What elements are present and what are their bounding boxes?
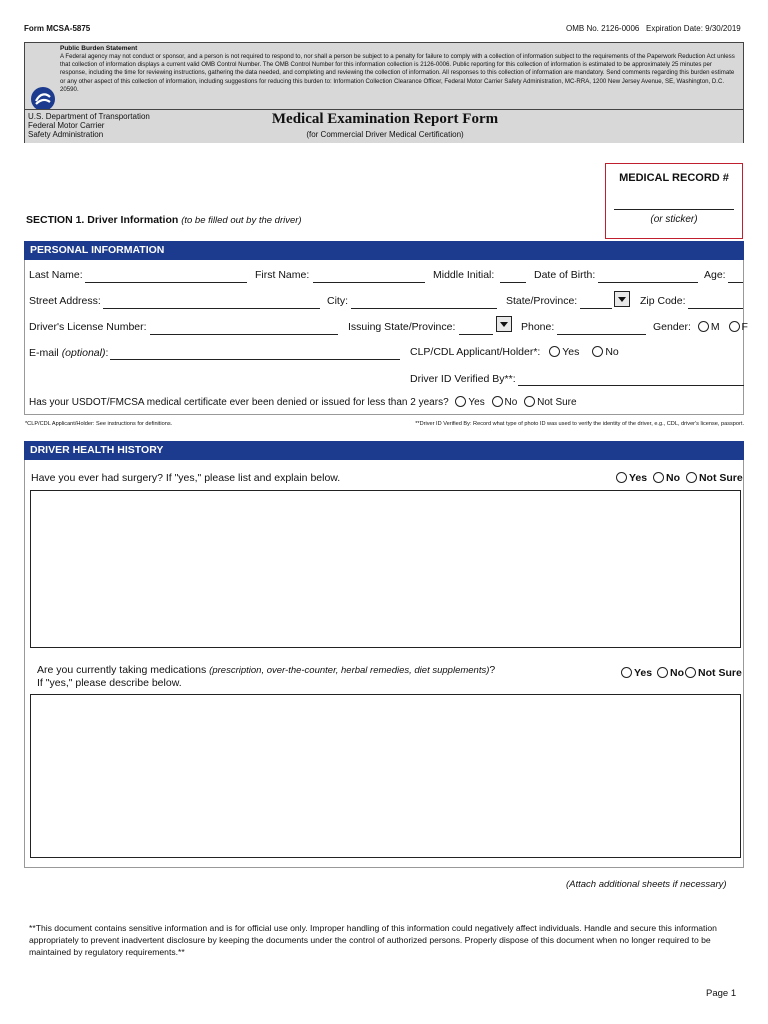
- phone-label: Phone:: [521, 321, 555, 333]
- clp-no-radio[interactable]: [592, 346, 603, 357]
- surgery-yes-label: Yes: [629, 472, 648, 484]
- state-label: State/Province:: [506, 295, 578, 307]
- surgery-not-sure-label: Not Sure: [698, 472, 743, 484]
- agency-line-3: Safety Administration: [28, 130, 104, 139]
- street-field[interactable]: [103, 308, 320, 309]
- burden-statement: [60, 45, 740, 103]
- health-history-bar: DRIVER HEALTH HISTORY: [24, 441, 744, 460]
- clp-no-label: No: [605, 346, 619, 358]
- medications-not-sure-radio[interactable]: [685, 667, 696, 678]
- dob-label: Date of Birth:: [534, 269, 596, 281]
- state-field[interactable]: [580, 308, 612, 309]
- gender-group: [653, 321, 748, 333]
- denied-question-group: [29, 396, 577, 408]
- medical-record-field[interactable]: [614, 209, 734, 210]
- email-label: E-mail: [29, 347, 59, 359]
- burden-box: [24, 42, 744, 143]
- first-name-label: First Name:: [255, 269, 310, 281]
- denied-yes-label: Yes: [468, 397, 485, 408]
- footnote-clp: *CLP/CDL Applicant/Holder: See instructions for definitions.: [25, 421, 173, 427]
- state-dropdown-button[interactable]: [614, 291, 630, 307]
- medications-no-radio[interactable]: [657, 667, 668, 678]
- section1-heading: [26, 214, 302, 226]
- sensitive-notice: **This document contains sensitive information and is for official use only. Improper handling of this information could negatively affect individuals. Handle and secure this information appropriately to prevent inadvertent disclosure by keeping the documents under the control of authorized persons. Properly dispose of this document when no longer required to be maintained by regulatory requirements.**: [29, 923, 717, 957]
- surgery-options: [616, 472, 743, 484]
- age-label: Age:: [704, 269, 726, 281]
- issuing-state-label: Issuing State/Province:: [348, 321, 456, 333]
- dot-logo-icon: [31, 87, 55, 111]
- medications-question: [37, 664, 495, 690]
- gender-label: Gender:: [653, 321, 691, 333]
- license-label: Driver's License Number:: [29, 321, 147, 333]
- expiration-date: Expiration Date: 9/30/2019: [646, 24, 741, 33]
- title-panel: [25, 109, 743, 143]
- medications-yes-radio[interactable]: [621, 667, 632, 678]
- denied-not-sure-radio[interactable]: [524, 396, 535, 407]
- last-name-field[interactable]: [85, 282, 247, 283]
- medications-no-label: No: [670, 667, 685, 679]
- clp-label: CLP/CDL Applicant/Holder*:: [410, 346, 541, 358]
- dot-logo: [31, 87, 55, 111]
- surgery-question: Have you ever had surgery? If "yes," please list and explain below.: [31, 472, 341, 484]
- license-field[interactable]: [150, 334, 338, 335]
- medical-record-label: MEDICAL RECORD #: [619, 172, 729, 184]
- footnote-driver-id: **Driver ID Verified By: Record what type of photo ID was used to verify the identity of the driver, e.g., CDL, driver's license, passport.: [415, 421, 744, 427]
- medications-q-examples: (prescription, over-the-counter, herbal remedies, diet supplements): [209, 665, 490, 676]
- denied-question: Has your USDOT/FMCSA medical certificate ever been denied or issued for less than 2 years?: [29, 397, 449, 408]
- phone-field[interactable]: [557, 334, 646, 335]
- email-optional: (optional): [61, 347, 106, 359]
- medications-not-sure-label: Not Sure: [698, 667, 742, 679]
- medications-yes-label: Yes: [634, 667, 653, 679]
- personal-info-bar: PERSONAL INFORMATION: [24, 241, 744, 260]
- omb-number: OMB No. 2126-0006: [566, 24, 640, 33]
- clp-group: [410, 346, 619, 358]
- gender-m-radio[interactable]: [698, 321, 709, 332]
- street-label: Street Address:: [29, 295, 101, 307]
- attach-note: (Attach additional sheets if necessary): [566, 879, 727, 890]
- page-number: Page 1: [706, 988, 737, 999]
- clp-yes-radio[interactable]: [549, 346, 560, 357]
- page-title: Medical Examination Report Form: [271, 111, 499, 127]
- driver-id-field[interactable]: [518, 385, 744, 386]
- issuing-state-dropdown-button[interactable]: [496, 316, 512, 332]
- denied-not-sure-label: Not Sure: [537, 397, 577, 408]
- surgery-no-radio[interactable]: [653, 472, 664, 483]
- age-field[interactable]: [728, 282, 743, 283]
- agency-name: [28, 112, 150, 139]
- first-name-field[interactable]: [313, 282, 425, 283]
- middle-initial-field[interactable]: [500, 282, 526, 283]
- city-label: City:: [327, 295, 348, 307]
- denied-no-radio[interactable]: [492, 396, 503, 407]
- denied-yes-radio[interactable]: [455, 396, 466, 407]
- dob-field[interactable]: [598, 282, 698, 283]
- email-colon: :: [105, 347, 109, 359]
- surgery-not-sure-radio[interactable]: [686, 472, 697, 483]
- driver-id-label: Driver ID Verified By**:: [410, 373, 516, 385]
- agency-line-1: U.S. Department of Transportation: [28, 112, 150, 121]
- surgery-details-textbox[interactable]: [30, 490, 741, 648]
- medications-details-textbox[interactable]: [30, 694, 741, 858]
- section1-note: (to be filled out by the driver): [181, 215, 302, 226]
- email-field[interactable]: [110, 359, 400, 360]
- page-subtitle: (for Commercial Driver Medical Certification): [306, 130, 464, 139]
- form-id: Form MCSA-5875: [24, 24, 91, 33]
- surgery-no-label: No: [666, 472, 681, 484]
- last-name-label: Last Name:: [29, 269, 83, 281]
- sticker-note: (or sticker): [650, 214, 698, 225]
- clp-yes-label: Yes: [562, 346, 580, 358]
- zip-field[interactable]: [688, 308, 743, 309]
- email-label-group: [29, 347, 108, 359]
- burden-title: Public Burden Statement: [60, 45, 138, 52]
- medications-options: [621, 667, 742, 679]
- issuing-state-field[interactable]: [459, 334, 493, 335]
- middle-initial-label: Middle Initial:: [433, 269, 495, 281]
- medications-q-text: Are you currently taking medications: [37, 664, 207, 676]
- gender-m-label: M: [710, 321, 720, 333]
- gender-f-radio[interactable]: [729, 321, 740, 332]
- zip-label: Zip Code:: [640, 295, 686, 307]
- medications-line-1: [37, 664, 495, 677]
- burden-text: A Federal agency may not conduct or sponsor, and a person is not required to respond to, nor shall a person be subject to a penalty for failure to comply with a collection of information subject to the requirements of the Paperwork Reduction Act unless that collection of information displays a current valid OMB Control Number. The OMB Control Number for this information collection is 2126-0006. Public reporting for this collection of information is estimated to be approximately 25 minutes per response, including the time for reviewing instructions, gathering the data needed, and completing and reviewing the collection of information. All responses to this collection of information are mandatory. Send comments regarding this burden estimate or any other aspect of this collection of information, including suggestions for reducing this burden to: Information Collection Clearance Officer, Federal Motor Carrier Safety Administration, MC-RRA, 1200 New Jersey Avenue, SE, Washington, D.C. 20590.: [60, 53, 735, 93]
- agency-line-2: Federal Motor Carrier: [28, 121, 105, 130]
- section1-title: SECTION 1. Driver Information: [26, 214, 179, 226]
- medical-record-box: [605, 163, 743, 239]
- surgery-yes-radio[interactable]: [616, 472, 627, 483]
- medications-q-end: ?: [489, 664, 496, 676]
- medications-line-2: If "yes," please describe below.: [37, 677, 182, 689]
- denied-no-label: No: [504, 397, 518, 408]
- city-field[interactable]: [351, 308, 497, 309]
- gender-f-label: F: [741, 321, 748, 333]
